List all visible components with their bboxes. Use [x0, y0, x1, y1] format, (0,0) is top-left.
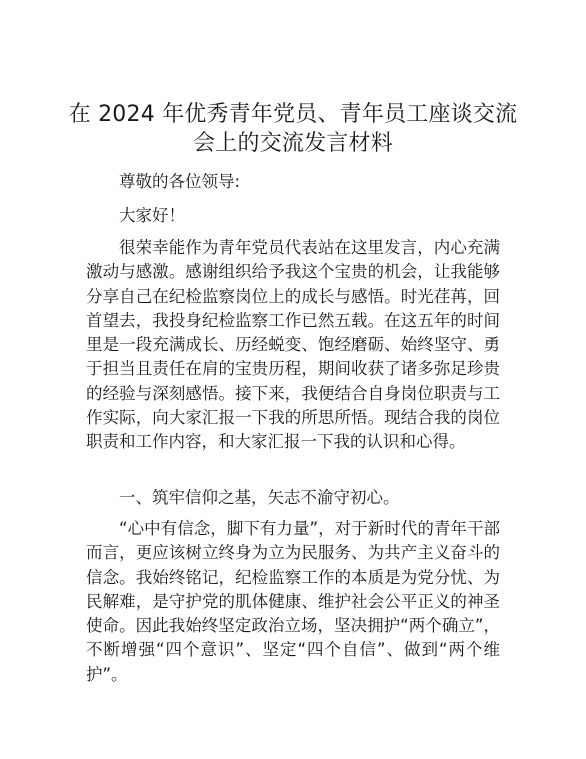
salutation-text: 尊敬的各位领导:	[119, 172, 241, 191]
paragraph-intro-text: 很荣幸能作为青年党员代表站在这里发言，内心充满激动与感激。感谢组织给予我这个宝贵的机会，让我能够分享自己在纪检监察岗位上的成长与感悟。时光荏苒，回首望去，我投身纪检监察工作已然五载。在这五年的时间里是一段充满成长、历经蜕变、饱经磨砺、始终坚守、勇于担当且责任在肩的宝贵历程，期间收获了诸多弥足珍贵的经验与深刻感悟。接下来，我便结合自身岗位职责与工作实际，向大家汇报一下我的所思所悟。现结合我的岗位职责和工作内容，和大家汇报一下我的认识和心得。	[86, 238, 500, 452]
paragraph-intro	[86, 236, 500, 455]
paragraph-section-one	[86, 517, 500, 687]
salutation	[86, 170, 500, 194]
greeting	[86, 204, 500, 228]
paragraph-section-one-text: “心中有信念，脚下有力量”，对于新时代的青年干部而言，更应该树立终身为立为民服务、为共产主义奋斗的信念。我始终铭记，纪检监察工作的本质是为党分忧、为民解难，是守护党的肌体健康、维护社会公平正义的神圣使命。因此我始终坚定政治立场，坚决拥护“两个确立”，不断增强“四个意识”、坚定“四个自信”、做到“两个维护”。	[86, 519, 500, 684]
section-heading-text: 一、筑牢信仰之基，矢志不渝守初心。	[119, 488, 400, 507]
greeting-text: 大家好！	[119, 206, 185, 225]
document-title: 在 2024 年优秀青年党员、青年员工座谈交流会上的交流发言材料	[68, 102, 518, 156]
section-heading	[86, 486, 500, 510]
